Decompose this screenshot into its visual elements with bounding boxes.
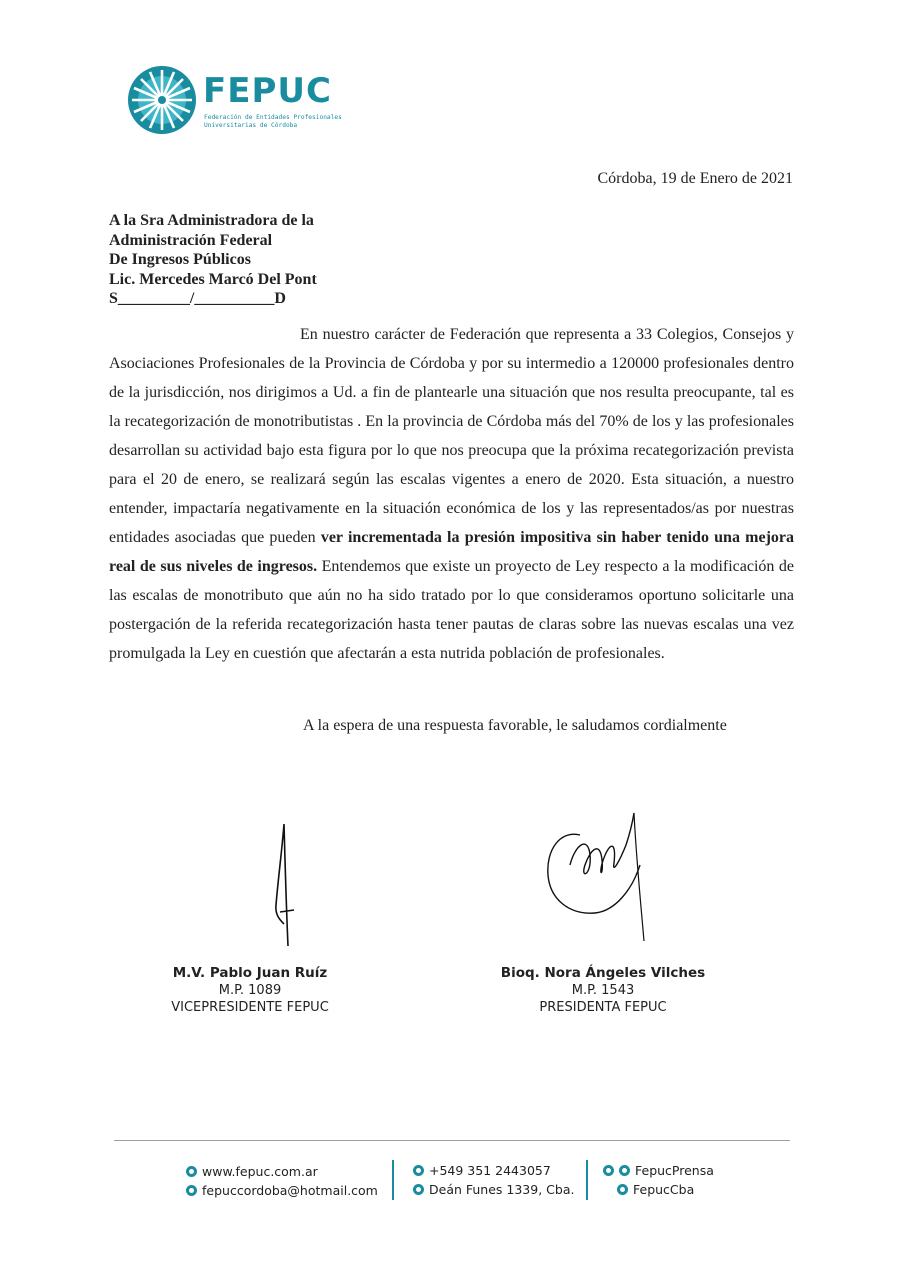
footer-divider bbox=[114, 1140, 790, 1141]
footer-email[interactable]: fepuccordoba@hotmail.com bbox=[202, 1183, 378, 1198]
footer-address: Deán Funes 1339, Cba. bbox=[429, 1182, 575, 1197]
addressee-line: Administración Federal bbox=[109, 231, 273, 249]
addressee-line: Lic. Mercedes Marcó Del Pont bbox=[109, 270, 317, 288]
brand-subtitle: Federación de Entidades Profesionales Universitarias de Córdoba bbox=[204, 114, 342, 129]
brand-name: FEPUC bbox=[203, 71, 332, 111]
footer-website[interactable]: www.fepuc.com.ar bbox=[202, 1164, 318, 1179]
signer-role: VICEPRESIDENTE FEPUC bbox=[171, 1000, 329, 1015]
facebook-icon bbox=[603, 1165, 614, 1176]
signer-vicepresident bbox=[120, 965, 380, 1016]
signature-pablo-ruiz bbox=[262, 820, 302, 950]
fepuc-emblem-icon bbox=[126, 64, 198, 136]
instagram-icon bbox=[617, 1184, 628, 1195]
footer-social-cba[interactable]: FepucCba bbox=[633, 1182, 695, 1197]
whatsapp-icon bbox=[413, 1165, 424, 1176]
signer-name: M.V. Pablo Juan Ruíz bbox=[172, 965, 328, 981]
letter-date: Córdoba, 19 de Enero de 2021 bbox=[597, 170, 793, 187]
signer-mp: M.P. 1089 bbox=[218, 983, 282, 998]
footer-web-contact bbox=[186, 1162, 378, 1200]
location-pin-icon bbox=[413, 1184, 424, 1195]
addressee-line: De Ingresos Públicos bbox=[109, 251, 251, 269]
footer-separator bbox=[392, 1160, 394, 1200]
footer-separator bbox=[586, 1160, 588, 1200]
signature-nora-vilches bbox=[540, 805, 650, 945]
signer-role: PRESIDENTA FEPUC bbox=[539, 1000, 667, 1015]
letter-closing: A la espera de una respuesta favorable, le saludamos cordialmente bbox=[303, 717, 727, 734]
signer-president bbox=[473, 965, 733, 1016]
letter-body bbox=[109, 320, 794, 668]
addressee-line: A la Sra Administradora de la bbox=[109, 212, 314, 229]
footer-phone-address bbox=[413, 1161, 574, 1199]
mail-icon bbox=[186, 1185, 197, 1196]
addressee-block bbox=[109, 211, 317, 309]
addressee-line: S_________/__________D bbox=[109, 290, 286, 308]
body-emphasis: ver incrementada la presión impositiva sin haber tenido una mejora real de sus niveles de ingresos. bbox=[109, 529, 794, 575]
footer-social bbox=[603, 1161, 714, 1199]
globe-icon bbox=[186, 1166, 197, 1177]
body-paragraph: En nuestro carácter de Federación que representa a 33 Colegios, Consejos y Asociaciones Profesionales de la Provincia de Córdoba y por su intermedio a 120000 profesionales dentro de la jurisdicción, nos dirigimos a Ud. a fin de plantearle una situación que nos resulta preocupante, tal es la recategorización de monotributistas . En la provincia de Córdoba más del 70% de los y las profesionales desarrollan su actividad bajo esta figura por lo que nos preocupa que la próxima recategorización prevista para el 20 de enero, se realizará según las escalas vigentes a enero de 2020. Esta situación, a nuestro entender, impactaría negativamente en la situación económica de los y las representados/as por nuestras entidades asociadas que pueden ver incrementada la presión impositiva sin haber tenido una mejora real de sus niveles de ingresos. Entendemos que existe un proyecto de Ley respecto a la modificación de las escalas de monotributo que aún no ha sido tratado por lo que consideramos oportuno solicitarle una postergación de la referida recategorización hasta tener pautas de claras sobre las nuevas escalas una vez promulgada la Ley en cuestión que afectarán a esta nutrida población de profesionales. bbox=[109, 326, 795, 662]
footer-social-prensa[interactable]: FepucPrensa bbox=[635, 1163, 714, 1178]
footer-phone[interactable]: +549 351 2443057 bbox=[429, 1163, 551, 1178]
twitter-icon bbox=[619, 1165, 630, 1176]
signer-mp: M.P. 1543 bbox=[571, 983, 635, 998]
signer-name: Bioq. Nora Ángeles Vilches bbox=[500, 965, 706, 981]
fepuc-logo bbox=[126, 64, 346, 140]
